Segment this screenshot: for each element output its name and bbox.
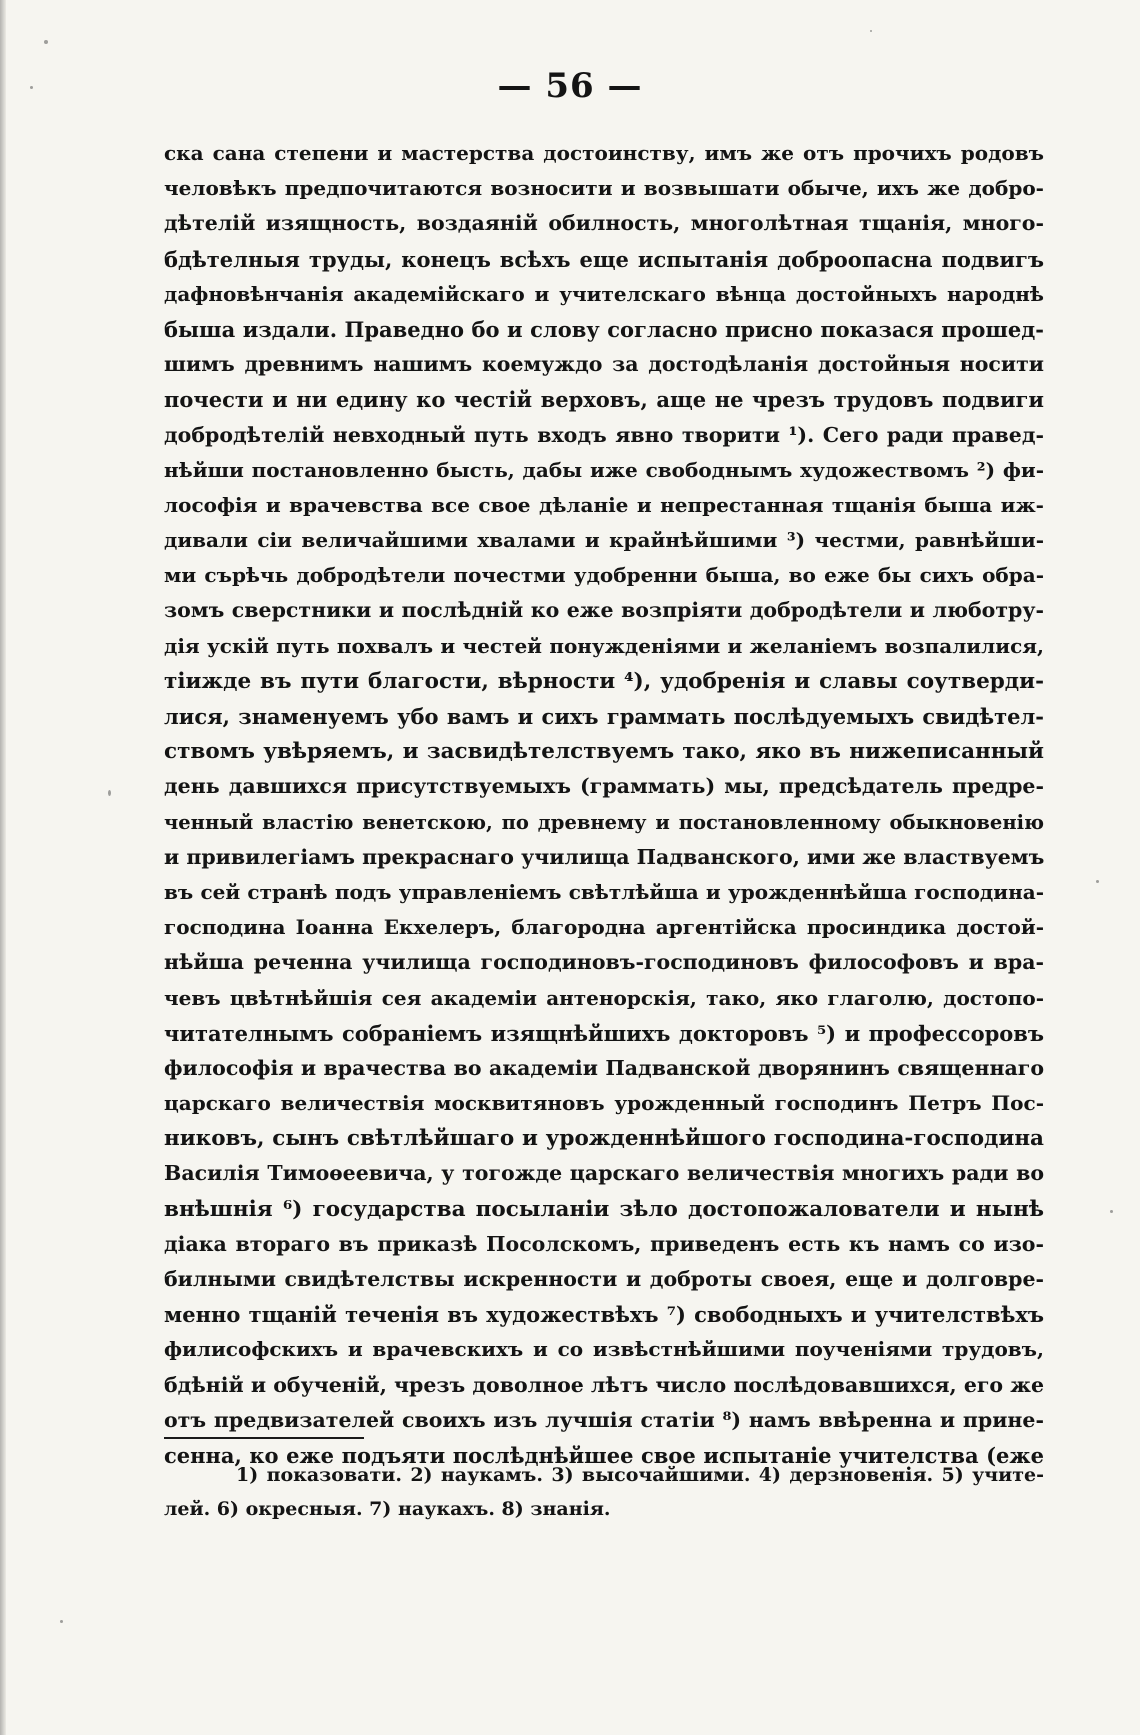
body-line: бдѣній и обученій, чрезъ доволное лѣтъ число послѣдовавшихся, его же	[164, 1372, 1044, 1397]
body-text	[164, 136, 1044, 1473]
body-line: никовъ, сынъ свѣтлѣйшаго и урожденнѣйшого господина-господина	[164, 1126, 1044, 1152]
body-line: день давшихся присутствуемыхъ (граммать) мы, предсѣдатель предре-	[164, 774, 1044, 799]
scan-speck	[44, 40, 48, 44]
scan-speck	[1110, 1210, 1113, 1213]
body-line: почести и ни едину ко честій верховъ, аще не чрезъ трудовъ подвиги	[164, 387, 1044, 413]
scan-speck	[30, 86, 33, 89]
body-line: царскаго величествія москвитяновъ урожденный господинъ Петръ Пос-	[164, 1091, 1044, 1116]
body-line: быша издали. Праведно бо и слову согласно присно показася прошед-	[164, 316, 1044, 342]
footnote-line: 1) показовати. 2) наукамъ. 3) высочайшими. 4) дерзновенія. 5) учите-	[236, 1464, 1044, 1486]
body-line: человѣкъ предпочитаются возносити и возвышати обыче, ихъ же добро-	[164, 176, 1044, 201]
body-line: Василія Тимоѳеевича, у тогожде царскаго величествія многихъ ради во	[164, 1161, 1044, 1186]
body-line: отъ предвизателей своихъ изъ лучшія статіи ⁸) намъ ввѣренна и прине-	[164, 1407, 1044, 1432]
body-line: лософія и врачевства все свое дѣланіе и непрестанная тщанія быша иж-	[164, 492, 1044, 517]
body-line: ствомъ увѣряемъ, и засвидѣтелствуемъ тако, яко въ нижеписанный	[164, 739, 1044, 765]
footnote-divider	[164, 1437, 364, 1439]
body-line: лися, знаменуемъ убо вамъ и сихъ граммать послѣдуемыхъ свидѣтел-	[164, 704, 1044, 729]
body-line: шимъ древнимъ нашимъ коемуждо за достодѣланія достойныя носити	[164, 352, 1044, 377]
body-line: ченный властію венетскою, по древнему и постановленному обыкновенію	[164, 810, 1044, 834]
body-line: ми сърѣчь добродѣтели почестми удобренни быша, во еже бы сихъ обра-	[164, 563, 1044, 588]
body-line: дафновѣнчанія академійскаго и учителскаго вѣнца достойныхъ народнѣ	[164, 281, 1044, 306]
page-edge-shadow	[0, 0, 6, 1735]
scan-speck	[870, 30, 872, 32]
body-line: ска сана степени и мастерства достоинству, имъ же отъ прочихъ родовъ	[164, 141, 1044, 165]
footnote-line: лей. 6) окресныя. 7) наукахъ. 8) знанія.	[164, 1498, 611, 1520]
body-line: внѣшнія ⁶) государства посыланіи зѣло достопожалователи и нынѣ	[164, 1196, 1044, 1222]
body-line: дѣтелій изящность, воздаяній обилность, многолѣтная тщанія, много-	[164, 211, 1044, 236]
body-line: діака втораго въ приказѣ Посолскомъ, приведенъ есть къ намъ со изо-	[164, 1231, 1044, 1256]
body-line: господина Іоанна Екхелеръ, благородна аргентійска просиндика достой-	[164, 915, 1044, 940]
body-line: и привилегіамъ прекраснаго училища Падванского, ими же властвуемъ	[164, 844, 1044, 869]
body-line: въ сей странѣ подъ управленіемъ свѣтлѣйша и урожденнѣйша господина-	[164, 879, 1044, 904]
body-line: зомъ сверстники и послѣдній ко еже возпріяти добродѣтели и люботру-	[164, 598, 1044, 623]
body-line: дія ускій путь похвалъ и честей понужденіями и желаніемъ возпалилися,	[164, 633, 1044, 658]
body-line: нѣйша реченна училища господиновъ-господиновъ философовъ и вра-	[164, 950, 1044, 975]
page-number: — 56 —	[497, 66, 643, 106]
body-line: билными свидѣтелствы искренности и доброты своея, еще и долговре-	[164, 1267, 1044, 1291]
scan-speck	[1096, 880, 1099, 883]
body-line: философія и врачества во академіи Падванской дворянинъ священнаго	[164, 1055, 1044, 1080]
body-line: сенна, ко еже подъяти послѣднѣйшее свое испытаніе учителства (еже	[164, 1442, 1044, 1468]
body-line: филисофскихъ и врачевскихъ и со извѣстнѣйшими поученіями трудовъ,	[164, 1337, 1044, 1362]
body-line: бдѣтелныя труды, конецъ всѣхъ еще испытанія доброопасна подвигъ	[164, 246, 1044, 272]
body-line: читателнымъ собраніемъ изящнѣйшихъ докторовъ ⁵) и профессоровъ	[164, 1020, 1044, 1046]
body-line: нѣйши постановленно бысть, дабы иже свободнымъ художествомъ ²) фи-	[164, 457, 1044, 482]
body-line: менно тщаній теченія въ художествѣхъ ⁷) свободныхъ и учителствѣхъ	[164, 1302, 1044, 1328]
scan-speck	[108, 790, 111, 796]
footnotes	[164, 1458, 1044, 1526]
body-line: добродѣтелій невходный путь входъ явно творити ¹). Сего ради правед-	[164, 422, 1044, 447]
body-line: тіижде въ пути благости, вѣрности ⁴), удобренія и славы соутверди-	[164, 668, 1044, 694]
body-line: чевъ цвѣтнѣйшія сея академіи антенорскія, тако, яко глаголю, достопо-	[164, 985, 1044, 1010]
scan-speck	[60, 1620, 63, 1623]
body-line: дивали сіи величайшими хвалами и крайнѣйшими ³) честми, равнѣйши-	[164, 528, 1044, 553]
